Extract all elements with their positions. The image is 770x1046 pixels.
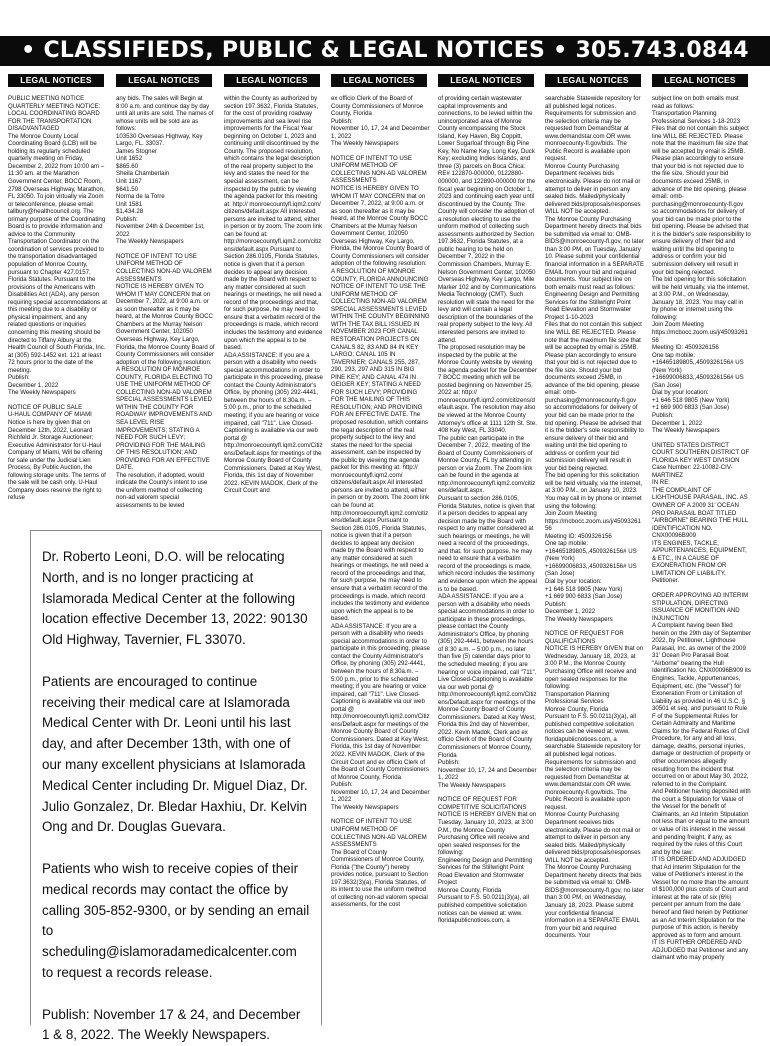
notice-line: Monroe County, Florida (545, 705, 609, 713)
notice-line: Files that do not contain this subject line WILL BE REJECTED. Please note that the maximum file size that will be accepted by email is 25MB. Please plan accordingly to ensure that your bid is not rejected due to the file size. Should your bid documents exceed 25MB, in advance of the bid opening, please email: omb-purchasing@monroecounty-fl.gov so accommodations for delivery of your bid can be made prior to the bid opening. Please be advised that it is the bidder's sole responsibility to ensure delivery of their bid and waiting until the bid opening to address or confirm your bid submission delivery will result in your bid being rejected. (545, 321, 644, 472)
notice-line: $1,434.28 (116, 208, 144, 216)
notice-line: James Stogner (116, 147, 157, 155)
notice-line: searchable Statewide repository for all published legal notices. Requirements for submission and the selection criteria may be requested from DemandStar at www.demandstar.com OR www. monroecounty-fl.gov/bids. The Public Record is available upon request. (545, 95, 641, 163)
notice-line: UNITED STATES DISTRICT COURT SOUTHERN DISTRICT OF FLORIDA KEY WEST DIVISION (652, 441, 750, 464)
notice-line: Publish: (545, 600, 567, 608)
notice-line: +1 646 518 9805 (New York) (545, 585, 623, 593)
notice-line: NOTICE IS HEREBY GIVEN TO WHOM IT MAY CONCERN that on December 7, 2022, at 9:00 a.m. or as soon thereafter as it may be heard, at the Monroe County BOCC Chambers at the Murray Nelson Government Center, 102050 Overseas Highway, Key Largo, Florida, the Monroe County Board of County Commissioners will consider adoption of the following resolution: (331, 185, 430, 268)
notice-line: IN RE: (652, 479, 670, 487)
ad-paragraph: Patients who wish to receive copies of their medical records may contact the office by calling 305-852-9300, or by sending an email to scheduling@islamoradamedicalcenter.com to request a records release. (42, 860, 310, 980)
column-header-5: LEGAL NOTICES (438, 74, 534, 87)
notice-line: The Weekly Newspapers (331, 803, 399, 811)
notice-line: Sheila Chamberlain (116, 170, 170, 178)
notice-line: The Weekly Newspapers (8, 389, 76, 397)
notice-line: Unit 1652 (116, 155, 143, 163)
ad-paragraph: Dr. Roberto Leoni, D.O. will be relocating North, and is no longer practicing at Islamorada Medical Center at the following location effective December 13, 2022: 90130 Old Highway, Tavernier, FL 33070. (42, 549, 308, 648)
notice-line: The Monroe County Purchasing Department hereby directs that bids be submitted via email to: OMB-BIDS@monroecounty-fl.gov, no later than 3:00 PM, on Tuesday, January 10. Please submit your confidential financial information in a SEPARATE EMAIL from your bid and required documents. Your subject line on both emails must read as follows: (545, 215, 644, 291)
notice-line: The Monroe County Purchasing Department hereby directs that bids be submitted via email to: OMB-BIDS@monroecounty-fl.gov, no later than 3:00 PM, on Wednesday, January 18, 2023. Please submit your confidential financial information in a SEPARATE EMAIL from your bid and required documents. Your (545, 864, 644, 940)
notice-column-5 (438, 95, 537, 1015)
notice-line: The public can participate in the December 7, 2022, meeting of the Board of County Commissioners of Monroe County, FL by attending in person or via Zoom. The Zoom link can be found in the agenda at http://monroecountyfl.iqm2.com/citizens/default.aspx. (438, 434, 536, 495)
notice-line: Unit 1167 (116, 178, 142, 186)
notice-line: Publish: (331, 117, 353, 125)
notice-line: 103530 Overseas Highway, Key Largo, FL. 33037. (116, 132, 203, 148)
notice-line: Transportation Planning Professional Services 1-18-2023 (652, 110, 741, 125)
notice-line: Publish: (116, 215, 138, 223)
notice-line: The bid opening for this solicitation will be held virtually, via the internet, at 3:00 P.M., on January 10, 2023. You may call in by phone or internet using the following: (545, 472, 643, 510)
column-header-row (0, 74, 770, 87)
notice-line: NOTICE OF INTENT TO USE UNIFORM METHOD OF COLLECTING NON-AD VALOREM ASSESSMENTS (331, 818, 427, 849)
notice-line: Publish: (8, 374, 30, 382)
notice-column-7 (652, 95, 751, 1015)
notice-line: Pursuant to F.S. 50.0211(3)(a), all published competitive solicitation notices can be viewed at: www. floridapublicnotices.com, a (438, 894, 530, 925)
notice-line: Unit 1581 (116, 200, 143, 208)
notice-line: NOTICE IS HEREBY GIVEN TO WHOM IT MAY CONCERN that on December 7, 2022, at 9:00 a.m. or as soon thereafter as it may be heard, at the Monroe County BOCC Chambers at the Murray Nelson Government Center, 102050 Overseas Highway, Key Largo, Florida, the Monroe County Board of County Commissioners will consider adoption of the following resolution: (116, 283, 215, 366)
notice-line: within the County as authorized by section 197.3632, Florida Statutes, for the cost of providing roadway improvements and sea level rise improvements for the Fiscal Year beginning on October 1, 2023 and continuing until discontinued by the County. The proposed resolution, which contains the legal description of the real property subject to the levy and states the need for the special assessment, can be inspected by the public by viewing the agenda packet for this meeting at: http:// monroecountyfl.iqm2.com/ citizens/default.aspx All interested persons are invited to attend, either in person or by zoom. The zoom link can be found at: http://monroecountyfl.iqm2.com/citizens/default.aspx Pursuant to Section 286.0105, Florida Statutes, notice is given that if a person decides to appeal any decision made by the Board with respect to any matter considered at such hearings or meetings, he will need a record of the proceedings and that, for such purpose, he may need to ensure that a verbatim record of the proceedings is made, which record includes the testimony and evidence upon which the appeal is to be based. (224, 95, 323, 352)
notice-line: ORDER APPROVING AD INTERIM STIPULATION, DIRECTING ISSUANCE OF MONITION AND INJUNCTION (652, 592, 749, 622)
notice-line: IT IS ORDERED AND ADJUDGED that Ad Interim Stipulation for the value of Petitioner's interest in the Vessel for no more than the amount of $100,000 plus costs of Court and interest at the rate of six (6%) percent per annum from the date hereof and filed herein by Petitioner as an Ad Interim Stipulation for the purpose of this action, is hereby approved as to form and amount. (652, 856, 749, 939)
notice-line: A RESOLUTION OF MONROE COUNTY, FLORIDA ANNOUNCING NOTICE OF INTENT TO USE THE UNIFORM METHOD OF COLLECTING NON-AD VALOREM SPECIAL ASSESSMENTS LEVIED WITHIN THE COUNTY BEGINNING WITH THE TAX BILL ISSUED IN NOVEMBER 2023 FOR CANAL RESTORATION PROJECTS ON CANALS 82, 83 AND 84 IN KEY LARGO; CANAL 105 IN TAVERNIER; CANALS 255, 287, 290, 293, 297 AND 315 IN BIG PINE KEY; AND CANAL 474 IN GEIGER KEY; STATING A NEED FOR SUCH LEVY; PROVIDING FOR THE MAILING OF THIS RESOLUTION; AND PROVIDING FOR AN EFFECTIVE DATE. The proposed resolution, which contains the legal description of the real property subject to the levy and states the need for the special assessment, can be inspected by the public by viewing the agenda packet for this meeting at: http:// monroecountyfl.iqm2.com/ citizens/default.aspx All interested persons are invited to attend, either in person or by zoom. The zoom link can be found at: http://monroecountyfl.iqm2.com/citizens/default.aspx Pursuant to Section 286.0105, Florida Statutes, notice is given that if a person decides to appeal any decision made by the Board with respect to any matter considered at such hearings or meetings, he will need a record of the proceedings and that, for such purpose, he may need to ensure that a verbatim record of the proceedings is made, which record includes the testimony and evidence upon which the appeal is to be based. (331, 268, 430, 623)
notice-line: $865.60 (116, 162, 139, 170)
notice-line: Engineering Design and Permitting Services for the Stillwright Point Road Elevation and Stormwater Project (438, 856, 533, 887)
notice-line: NOTICE OF INTENT TO USE UNIFORM METHOD OF COLLECTING NON-AD VALOREM ASSESSMENTS (116, 252, 212, 283)
notice-line: November 10, 17, 24 and December 1, 2022 (438, 766, 537, 782)
notice-line: Monroe County Purchasing Department receives bids electronically. Please do not mail or attempt to deliver in person any sealed bids. Mailed/physically delivered bids/proposals/responses WILL NOT be accepted. (545, 162, 641, 216)
notice-line: of providing certain wastewater capital improvements and connections, to be levied within the unincorporated area of Monroe County encompassing the Stock Island, Key Haven, Big Coppitt, Lower Sugarloaf through Big Pine Key, No Name Key, Long Key, Duck Key; excluding Indies Islands, and three (3) parcels on Boca Chica: RE# 122870-000000, 0122880-000000, and 122890-000000 for the fiscal year beginning on October 1, 2023 and continuing each year until discontinued by the County. The County will consider the adoption of a resolution electing to use the uniform method of collecting such assessments authorized by Section 197.3632, Florida Statutes, at a public hearing to be held on December 7, 2022 in the Commission Chambers, Murray E. Nelson Government Center, 102050 Overseas Highway, Key Largo, Mile Marker 102 and by Communications Media Technology (CMT). Such resolution will state the need for the levy and will contain a legal description of the boundaries of the real property subject to the levy. All interested persons are invited to attend. (438, 95, 536, 344)
notice-line: NOTICE OF INTENT TO USE UNIFORM METHOD OF COLLECTING NON-AD VALOREM ASSESSMENTS (331, 154, 427, 185)
notice-line: One tap mobile: (545, 540, 589, 548)
column-header-1: LEGAL NOTICES (8, 74, 104, 87)
notice-line: Engineering Design and Permitting Services for the Stillwright Point Road Elevation and Stormwater Project 1-10-2023 (545, 291, 640, 321)
notice-line: The Weekly Newspapers (331, 140, 399, 148)
notice-line: Meeting ID: 4509326156 (545, 532, 612, 540)
column-header-6: LEGAL NOTICES (545, 74, 641, 87)
notice-line: ADA ASSISTANCE: If you are a person with a disability who needs special accommodations in order to participate in this proceeding, please contact the County Administrator's Office, by phoning (305) 292-4441, between the hours of 8:30a.m. – 5:00 p.m., prior to the scheduled meeting; if you are hearing or voice impaired, call "711". Live Closed-Captioning is available via our web portal @ http://monroecountyfl.iqm2.com/Citizens/Default.aspx for meetings of the Monroe County Board of County Commissioners. Dated at Key West, Florida, this 1st day of November 2022. KEVIN MADOK, Clerk of the Circuit Court and ex officio Clerk of the Board of County Commissioners of Monroe County, Florida (331, 622, 430, 781)
notice-line: NOTICE OF PUBLIC SALE (8, 403, 83, 411)
notice-line: Publish: (652, 411, 674, 419)
notice-line: The Monroe County Local Coordinating Board (LCB) will be holding its regularly scheduled quarterly meeting on Friday, December 2, 2022 from 10:00 am – 11:30 am. at the Marathon Government Center, BOCC Room, 2798 Overseas Highway, Marathon, FL 33050. To join virtually via Zoom or teleconference, please email tallbury@healthcouncil.org. The primary purpose of the Coordinating Board is to provide information and advice to the Community Transportation Coordinator on the coordination of services provided to the transportation disadvantaged population of Monroe County, pursuant to Chapter 427.0157, Florida Statutes. Pursuant to the provisions of the Americans with Disabilities Act (ADA), any person requiring special accommodations at this meeting due to a disability or physical impairment, and any related questions or inquiries concerning this meeting should be directed to Tiffany Albury at the Health Council of South Florida, Inc. at (305) 592-1452 ext. 121 at least 72 hours prior to the date of the meeting. (8, 132, 107, 374)
notice-line: December 1, 2022 (8, 381, 59, 389)
notice-line: https://mcbocc.zoom.us/j/4509326156 (545, 517, 641, 533)
notice-column-1 (8, 95, 107, 535)
medical-relocation-ad (30, 530, 322, 1043)
notice-line: $641.50 (116, 185, 139, 193)
notice-line: One tap mobile: (652, 351, 696, 359)
notice-line: Join Zoom Meeting (652, 321, 704, 329)
notice-line: The Weekly Newspapers (116, 238, 184, 246)
notice-line: U-HAUL COMPANY OF MIAMI Notice is here by given that on December 12th, 2022, Leonard Richfeld Jr. Storage Auctioneer; Executive Administrator for U-Haul Company of Miami, Will be offering for sale under the Judicial Lien Process, By Public Auction, the following storage units. The terms of the sale will be cash only. U-Haul Company does reserve the right to refuse (8, 411, 106, 502)
notice-line: Pursuant to F.S. 50.0211(3)(a), all published competitive solicitation notices can be viewed at: www. floridapublicnotices.com, a searchable Statewide repository for all published legal notices. Requirements for submission and the selection criteria may be requested from DemandStar at www.demandstar.com OR www. monroecounty-fl.gov/bids. The Public Record is available upon request. (545, 713, 641, 811)
notice-line: Publish: (331, 781, 353, 789)
notice-line: PUBLIC MEETING NOTICE (8, 95, 85, 102)
notice-line: +1 646 518 9805 (New York) (652, 396, 730, 404)
notice-line: NOTICE IS HEREBY GIVEN that on Tuesday, January 10, 2023, at 3:00 P.M., the Monroe County Purchasing Office will receive and open sealed responses for the following: (438, 811, 537, 857)
notice-line: Norma de la Torre (116, 193, 165, 201)
notice-line: And Petitioner having deposited with the court a Stipulation for Value of the Vessel for the benefit of Claimants, an Ad Interim Stipulation not less than or equal to the amount or value of its interest in the vessel and pending freight, if any, as required by the rules of this Court and by the law: (652, 788, 751, 856)
notice-column-4 (331, 95, 430, 1015)
notice-line: THE COMPLAINT OF LIGHTHOUSE PARASAIL, INC. AS OWNER OF A 2009 31' OCEAN PRO PARASAIL BOAT TITLED "AIRBORNE" BEARING THE HULL IDENTIFICATION NO. CNX00096B909 (652, 486, 749, 540)
notice-line: any bids. The sales will Begin at 8:00 a.m. and continue day by day until all units are sold. The names of whose units will be sold are as follows: (116, 95, 214, 133)
notice-line: The Board of County Commissioners of Monroe County, Florida ("the County") hereby provides notice, pursuant to Section 197.3632(3)(a), Florida Statutes, of its intent to use the uniform method of collecting non-ad valorem special assessments, for the cost (331, 848, 428, 909)
notice-line: November 24th & December 1st, 2022 (116, 223, 205, 238)
notice-line: IT IS FURTHER ORDERED AND ADJUDGED that Petitioner and any claimant who may properly (652, 939, 749, 962)
notice-line: The bid opening for this solicitation will be held virtually, via the internet, at 3:00 P.M., on Wednesday, January 18, 2023. You may call in by phone or internet using the following: (652, 276, 750, 321)
column-header-3: LEGAL NOTICES (224, 74, 320, 87)
notice-line: ex officio Clerk of the Board of County Commissioners of Monroe County, Florida (331, 95, 424, 118)
notice-line: November 10, 17, 24 and December 1, 2022 (331, 125, 430, 140)
notice-line: Join Zoom Meeting (545, 510, 597, 518)
notice-line: +16699006833,,4509326156# US (San Jose) (545, 562, 637, 578)
notice-line: +16465189805,,4509326156# US (New York) (652, 359, 744, 374)
notice-line: ADA ASSISTANCE: If you are a person with a disability who needs special accommodations in order to participate in this proceeding, please contact the County Administrator's Office, by phoning (305) 292-4441, between the hours of 8:30a.m. – 5:00 p.m., prior to the scheduled meeting; if you are hearing or voice impaired, call "711". Live Closed-Captioning is available via our web portal @ http://monroecountyfl.iqm2.com/Citizens/Default.aspx for meetings of the Monroe County Board of County Commissioners. Dated at Key West, Florida, this 1st day of November 2022. KEVIN MADOK, Clerk of the Circuit Court and (224, 351, 323, 495)
notice-line: The Weekly Newspapers (652, 427, 720, 435)
notice-line: +1 669 900 6833 (San Jose) (652, 404, 730, 412)
section-banner: • CLASSIFIEDS, PUBLIC & LEGAL NOTICES • 305.743.0844 (0, 36, 770, 66)
notice-column-3 (224, 95, 323, 535)
notice-line: A RESOLUTION OF MONROE COUNTY, FLORIDA ELECTING TO USE THE UNIFORM METHOD OF COLLECTING NON-AD VALOREM SPECIAL ASSESSMENTS LEVIED WITHIN THE COUNTY FOR ROADWAY IMPROVEMENTS AND SEA LEVEL RISE IMPROVEMENTS; STATING A NEED FOR SUCH LEVY; PROVIDING FOR THE MAILING OF THIS RESOLUTION; AND PROVIDING FOR AN EFFECTIVE DATE. (116, 366, 213, 472)
notice-line: subject line on both emails must read as follows: (652, 95, 739, 110)
notice-line: +16699006833,,4509326156# US (San Jose) (652, 374, 744, 389)
notice-line: Monroe County, Florida (438, 886, 502, 894)
column-header-7: LEGAL NOTICES (652, 74, 748, 87)
notice-line: Case Number: 22-10082-CIV-MARTINEZ (652, 464, 733, 479)
ad-paragraph: Patients are encouraged to continue receiving their medical care at Islamorada Medical Center with Dr. Leoni until his last day, and after December 13th, with one of our many excellent physicians at Islamorada Medical Center including Dr. Miguel Diaz, Dr. Julio Gonzalez, Dr. Bledar Haxhiu, Dr. Kelvin Ong and Dr. Douglas Guevara. (42, 673, 308, 835)
notice-line: ADA ASSISTANCE: If you are a person with a disability who needs special accommodations in order to participate in these proceedings, please contact the County Administrator's Office, by phoning (305) 292-4441, between the hours of 8:30 a.m. – 5:00 p.m., no later than five (5) calendar days prior to the scheduled meeting; if you are hearing or voice impaired, call "711". Live Closed-Captioning is available via our web portal @ http://monroecountyfl.iqm2.com/Citizens/Default.aspx for meetings of the Monroe County Board of County Commissioners. Dated at Key West, Florida this 2nd day of November, 2022. Kevin Madok, Clerk and ex officio Clerk of the Board of County Commissioners of Monroe County, Florida (438, 593, 537, 759)
notice-line: Pursuant to section 286.0105, Florida Statutes, notice is given that if a person decides to appeal any decision made by the Board with respect to any matter considered at such hearings or meetings, he will need a record of the proceedings, and that, for such purpose, he may need to ensure that a verbatim record of the proceedings is made, which record includes the testimony and evidence upon which the appeal is to be based. (438, 494, 537, 593)
notice-line: The Weekly Newspapers (545, 615, 613, 623)
notice-line: Publish: (438, 759, 460, 767)
notice-line: Dial by your location: (652, 389, 709, 397)
notice-line: NOTICE IS HEREBY GIVEN that on Wednesday, January 18, 2023, at 3:00 P.M., the Monroe County Purchasing Office will receive and open sealed responses for the following: (545, 645, 644, 691)
notice-line: December 1, 2022 (652, 419, 703, 427)
notice-column-2 (116, 95, 215, 535)
notice-line: The resolution, if adopted, would indicate the County's intent to use the uniform method of collecting non-ad valorem special assessments to be levied (116, 471, 208, 509)
notice-line: Dial by your location: (545, 578, 602, 585)
column-header-4: LEGAL NOTICES (331, 74, 427, 87)
notice-line: Petitioner. (652, 577, 680, 585)
notice-line: November 10, 17, 24 and December 1, 2022 (331, 788, 430, 804)
notice-line: The Weekly Newspapers (438, 781, 506, 789)
notice-line: Files that do not contain this subject line WILL BE REJECTED. Please note that the maximum file size that will be accepted by email is 25MB. Please plan accordingly to ensure that your bid is not rejected due to the file size. Should your bid documents exceed 25MB, in advance of the bid opening, please email: omb-purchasing@monroecounty-fl.gov so accommodations for delivery of your bid can be made prior to the bid opening. Please be advised that it is the bidder's sole responsibility to ensure delivery of their bid and waiting until the bid opening to address or confirm your bid submission delivery will result in your bid being rejected. (652, 125, 751, 276)
notice-line: NOTICE OF REQUEST FOR COMPETITIVE SOLICITATIONS (438, 796, 527, 811)
notice-line: +1 669 900 6833 (San Jose) (545, 593, 623, 601)
notice-line: Monroe County Purchasing Department receives bids electronically. Please do not mail or attempt to deliver in person any sealed bids. Mailed/physically delivered bids/proposals/responses WILL NOT be accepted. (545, 811, 641, 864)
notice-line: https://mcbocc.zoom.us/j/4509326156 (652, 328, 748, 344)
notice-line: The proposed resolution may be inspected by the public at the Monroe County website by viewing the agenda packet for the December 7 BOCC meeting which will be posted beginning on November 25, 2022 at: http:// monroecountyfl.iqm2.com/citizens/default.aspx. The resolution may also be viewed at the Monroe County Attorney's office at 1111 12th St. Ste. 408 Key West, FL 33040. (438, 344, 537, 435)
ad-paragraph: Publish: November 17 & 24, and December 1 & 8, 2022. The Weekly Newspapers. (42, 1006, 301, 1043)
notice-line: QUARTERLY MEETING NOTICE: LOCAL COORDINATING BOARD FOR THE TRANSPORTATION DISADVANTAGED (8, 102, 101, 133)
notice-line: December 1, 2022 (545, 608, 596, 616)
notice-line: +16465189805,,4509326156# US (New York) (545, 547, 637, 563)
column-header-2: LEGAL NOTICES (116, 74, 212, 87)
notice-line: Meeting ID: 4509326156 (652, 344, 719, 352)
notice-line: ITS ENGINES, TACKLE, APPURTENANCES, EQUIPMENT, & ETC., IN A CAUSE OF EXONERATION FROM OR LIMITATION OF LIABILITY, (652, 539, 747, 577)
notice-line: A Complaint having been filed herein on the 29th day of September 2022, by Petitioner, Lighthouse Parasail, Inc. as owner of the 2009 31' Ocean Pro Parasail Boat "Airborne" bearing the Hull Identification No. CNX00096B909 its Engines, Tackle, Appurtenances, Equipment, etc. (the "Vessel") for Exoneration From or Limitation of Liability as provided in 46 U.S.C. § 30501 et seq. and pursuant to Rule F of the Supplemental Rules for Certain Admiralty and Maritime Claims for the Federal Rules of Civil Procedure, for any and all loss, damage, deaths, personal injuries, damage or destruction of property or other occurrences allegedly resulting from the incident that occurred on or about May 30, 2022, referred to in the Complaint. (652, 622, 751, 788)
notice-line: NOTICE OF REQUEST FOR QUALIFICATIONS (545, 630, 624, 645)
notice-column-6 (545, 95, 644, 1015)
notice-line: Transportation Planning Professional Services (545, 690, 610, 706)
